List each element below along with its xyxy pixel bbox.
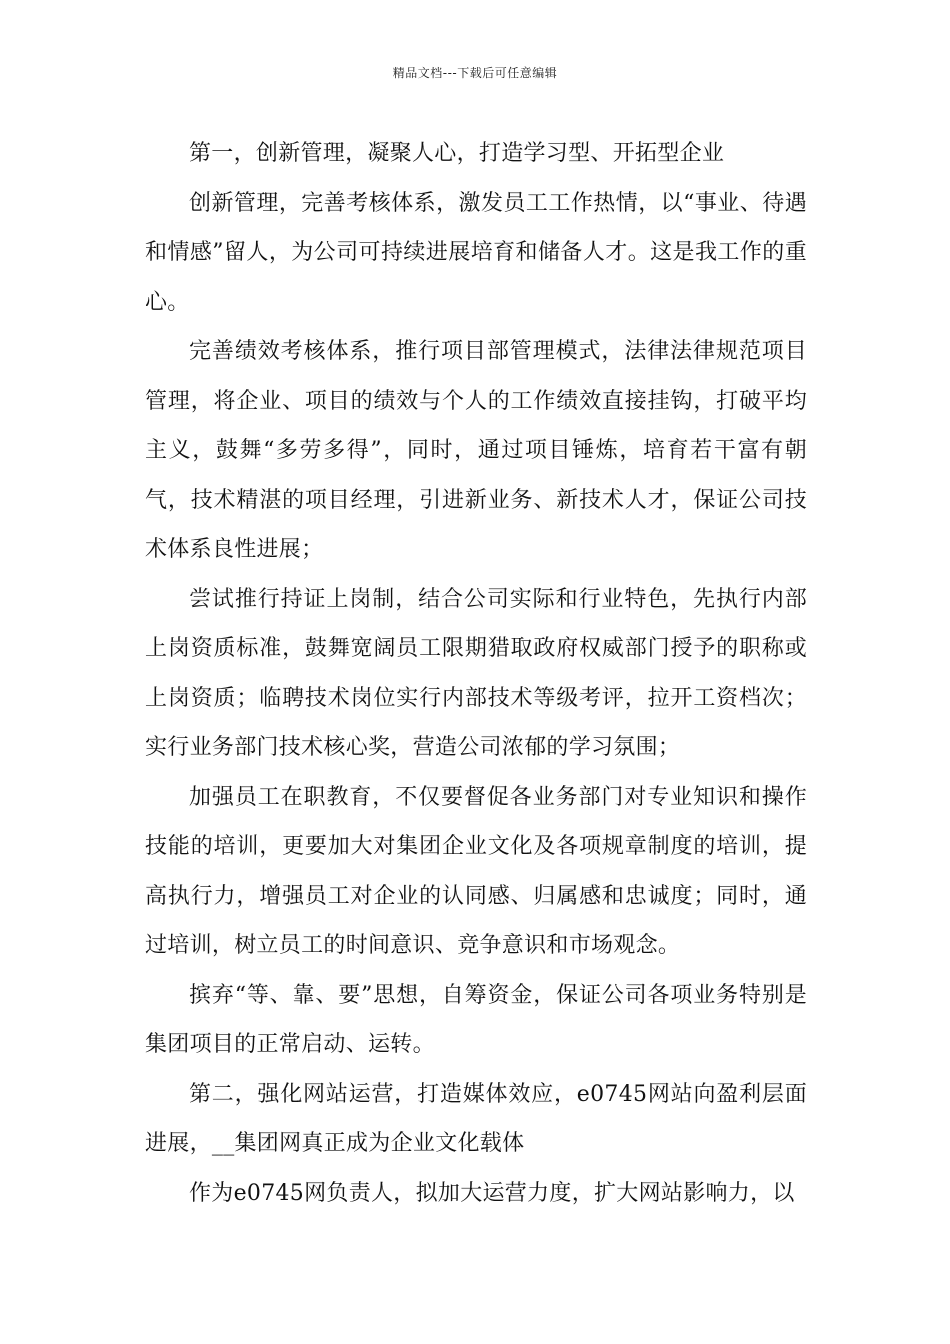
page-header: 精品文档---下载后可任意编辑 [392,66,558,80]
paragraph: 尝试推行持证上岗制，结合公司实际和行业特色，先执行内部上岗资质标准，鼓舞宽阔员工限期猎取政府权威部门授予的职称或上岗资质；临聘技术岗位实行内部技术等级考评，拉开工资档次；实行业务部门技术核心奖，营造公司浓郁的学习氛围； [145,586,807,760]
paragraph: 加强员工在职教育，不仅要督促各业务部门对专业知识和操作技能的培训，更要加大对集团企业文化及各项规章制度的培训，提高执行力，增强员工对企业的认同感、归属感和忠诚度；同时，通过培训，树立员工的时间意识、竞争意识和市场观念。 [145,784,807,958]
paragraph: 第一，创新管理，凝聚人心，打造学习型、开拓型企业 [189,141,725,166]
paragraph: 创新管理，完善考核体系，激发员工工作热情，以“事业、待遇和情感”留人，为公司可持续进展培育和储备人才。这是我工作的重心。 [145,190,807,315]
document-body [145,129,807,1218]
paragraph: 完善绩效考核体系，推行项目部管理模式，法律法律规范项目管理，将企业、项目的绩效与个人的工作绩效直接挂钩，打破平均主义，鼓舞“多劳多得”，同时，通过项目锤炼，培育若干富有朝气，技术精湛的项目经理，引进新业务、新技术人才，保证公司技术体系良性进展； [145,339,807,562]
paragraph: 作为e0745网负责人，拟加大运营力度，扩大网站影响力，以 [189,1180,795,1206]
paragraph: 第二，强化网站运营，打造媒体效应，e0745网站向盈利层面进展，__集团网真正成为企业文化载体 [145,1081,807,1156]
paragraph: 摈弃“等、靠、要”思想，自筹资金，保证公司各项业务特别是集团项目的正常启动、运转。 [145,982,807,1057]
